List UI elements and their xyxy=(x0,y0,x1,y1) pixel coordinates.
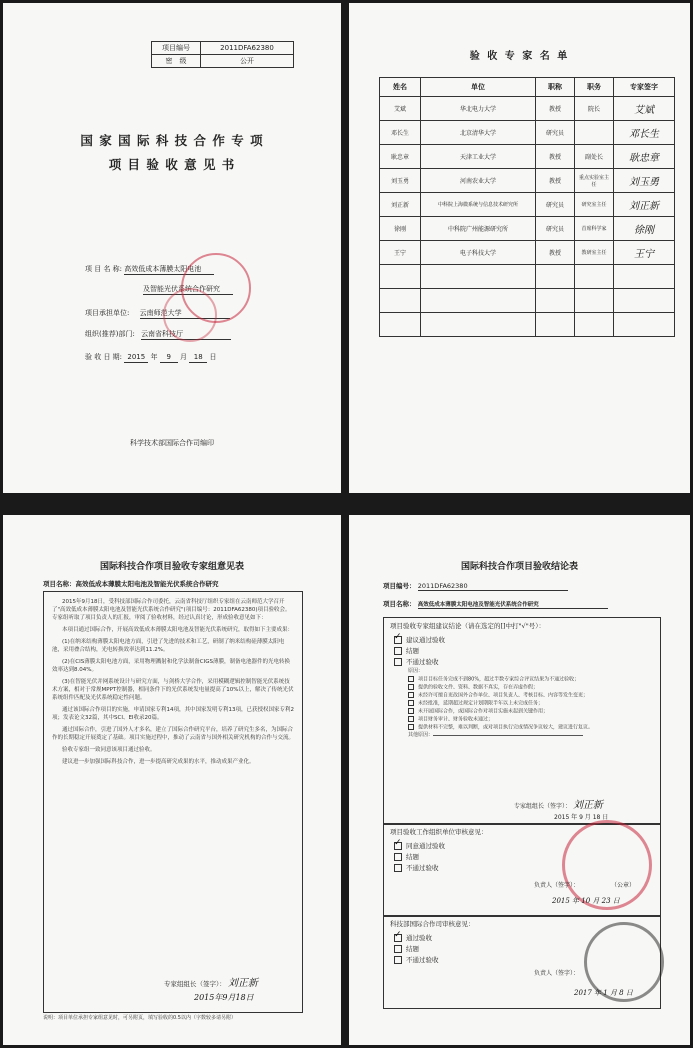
opinion-box xyxy=(43,591,303,1013)
reason-text: 提供的验收文件、资料、数据不真实，存在弄虚作假； xyxy=(418,684,539,690)
opinion-sign-date: 2015年9月18日 xyxy=(194,993,254,1002)
opinion-paragraph: 本项目通过国际合作，开展高效低成本薄膜太阳电池及智能光伏系统研究，取得如下主要成果： xyxy=(62,627,294,633)
date-year: 2015 xyxy=(124,353,148,363)
cell-unit: 天津工业大学 xyxy=(421,145,536,169)
signature: 邓长生 xyxy=(629,129,659,140)
s3-date: 2017 年 1 月 8 日 xyxy=(574,989,633,997)
reason-item xyxy=(408,692,660,700)
col-header: 职务 xyxy=(575,78,614,97)
cell-role: 首席科学家 xyxy=(575,217,614,241)
table-row xyxy=(380,121,675,145)
col-header: 姓名 xyxy=(380,78,421,97)
cell-title: 教授 xyxy=(536,145,575,169)
table-header-row xyxy=(380,78,675,97)
signature: 刘玉勇 xyxy=(629,177,659,188)
s1-date: 2015 年 9 月 18 日 xyxy=(554,814,609,821)
option-row xyxy=(394,657,660,668)
date-d-label: 日 xyxy=(209,353,217,361)
reason-label: 原因： xyxy=(408,668,424,674)
reason-text: 未经许可擅自更改国外合作单位、项目负责人、考核目标、内容等发生变更； xyxy=(418,692,589,698)
signature: 耿忠章 xyxy=(629,153,659,164)
date-y-label: 年 xyxy=(150,353,158,361)
table-row xyxy=(380,97,675,121)
reason-text: 项目财务审计、财务验收未通过； xyxy=(418,716,494,722)
table-row-empty xyxy=(380,265,675,289)
option-row xyxy=(394,635,660,646)
reason-text: 未开展国际合作，或国际合作对项目实施未起到关键作用； xyxy=(418,708,549,714)
checkbox[interactable] xyxy=(394,864,402,872)
cell-unit: 河南农业大学 xyxy=(421,169,536,193)
project-name-value-2: 及智能光伏系统合作研究 xyxy=(143,285,233,295)
checkbox[interactable] xyxy=(408,684,414,690)
option-label: 不通过验收 xyxy=(406,864,439,872)
expert-list-page xyxy=(349,3,690,493)
meta-value: 公开 xyxy=(201,55,294,68)
expert-list-title: 验 收 专 家 名 单 xyxy=(469,51,570,62)
cell-role: 院长 xyxy=(575,97,614,121)
s1-sign-row xyxy=(514,796,603,811)
opinion-note: 说明：项目单位承担专家组意见时，可另附页，填写验收的0.5以内（字数较多请另附） xyxy=(43,1015,236,1021)
table-row xyxy=(380,169,675,193)
signature: 徐刚 xyxy=(634,225,654,236)
checkbox[interactable] xyxy=(408,724,414,730)
opinion-paragraph: (3)在智能光伏并网系统设计与研究方面，与剑桥大学合作，采用模糊逻辑控制智能光伏系统技术方案，相对于常规MPPT控制器，相同条件下的光伏系统发电量提高了10%以上，解决了传统光伏系统组件匹配及光伏系统稳定性问题。 xyxy=(52,679,294,701)
s2-date: 2015 年 10 月 23 日 xyxy=(552,897,620,905)
section-org-review xyxy=(383,823,661,917)
section-mofcom-review xyxy=(383,915,661,1009)
rec-value: 云南省科技厅 xyxy=(141,330,231,340)
section2-title: 项目验收工作组织单位审核意见： xyxy=(390,828,488,836)
cell-title: 研究员 xyxy=(536,193,575,217)
name-label: 项目名称： xyxy=(383,600,416,608)
opinion-paragraph: (1)在纳米结构薄膜太阳电池方面，引进了先进的技术和工艺，研制了纳米结构硅薄膜太阳电池，采用叠合结构，光电转换效率达到11.2%。 xyxy=(52,639,285,653)
cell-name: 艾斌 xyxy=(380,97,421,121)
signature: 刘正新 xyxy=(629,201,659,212)
s3-sign-label: 负责人（签字）： xyxy=(534,970,580,977)
checkbox[interactable] xyxy=(408,716,414,722)
cell-unit: 北京清华大学 xyxy=(421,121,536,145)
code-value: 2011DFA62380 xyxy=(418,582,568,591)
table-row xyxy=(380,193,675,217)
meta-value: 2011DFA62380 xyxy=(201,42,294,55)
cover-footer: 科学技术部国际合作司编印 xyxy=(130,439,214,447)
cover-page xyxy=(3,3,341,493)
table-row xyxy=(380,217,675,241)
signature: 王宁 xyxy=(634,249,654,260)
section-expert-conclusion xyxy=(383,617,661,825)
cell-title: 教授 xyxy=(536,169,575,193)
org-value: 云南师范大学 xyxy=(140,309,230,319)
checkbox[interactable] xyxy=(394,853,402,861)
opinion-paragraph: 通过国际合作，引进了国外人才多名，建立了国际合作研究平台，培养了研究生多名，为国际合作的长期稳定开展奠定了基础。项目实施过程中，推动了云南省与国外相关研究机构的合作与交流。 xyxy=(52,727,295,741)
other-label: 其他原因： xyxy=(408,731,434,738)
cell-role: 研究室主任 xyxy=(575,193,614,217)
reason-text: 未经批准，延期超过规定计划期限半年以上未完成任务； xyxy=(418,700,544,706)
checkbox[interactable] xyxy=(394,945,402,953)
col-header: 职称 xyxy=(536,78,575,97)
table-row xyxy=(380,241,675,265)
opinion-paragraph: 2015年9月18日，受科技部国际合作司委托，云南省科技厅组织专家组在云南师范大学召开了"高效低成本薄膜太阳电池及智能光伏系统合作研究"(项目编号：2011DFA62380)项目验收会。专家组听取了项目负责人的汇报，审阅了验收材料，经过认真讨论，形成验收意见如下： xyxy=(52,599,291,621)
name-row xyxy=(383,599,608,609)
opinion-sign-row xyxy=(164,974,258,989)
reason-item xyxy=(408,724,660,732)
name-value: 高效低成本薄膜太阳电池及智能光伏系统合作研究 xyxy=(418,600,608,609)
section1-options xyxy=(384,635,660,668)
other-reason xyxy=(408,732,660,740)
opinion-title: 国际科技合作项目验收专家组意见表 xyxy=(99,562,244,572)
opinion-paragraph: 验收专家组一致同意该项目通过验收。 xyxy=(62,747,156,753)
cell-role: 重点实验室主任 xyxy=(575,169,614,193)
signature: 刘正新 xyxy=(227,978,258,989)
code-row xyxy=(383,581,568,591)
cell-unit: 华北电力大学 xyxy=(421,97,536,121)
opinion-paragraph: 通过该国际合作项目的实施，申请国家专利14项，其中国家发明专利13项，已获授权国家专利2项；发表论文32篇，其中SCI、EI收录20篇。 xyxy=(52,707,294,721)
col-header: 专家签字 xyxy=(614,78,675,97)
reason-item xyxy=(408,676,660,684)
reason-item xyxy=(408,684,660,692)
cell-name: 邓长生 xyxy=(380,121,421,145)
table-row xyxy=(380,145,675,169)
cell-title: 研究员 xyxy=(536,121,575,145)
cell-title: 研究员 xyxy=(536,217,575,241)
org-label: 项目承担单位: xyxy=(85,309,130,317)
opinion-body xyxy=(44,592,302,776)
signature: 艾斌 xyxy=(634,105,654,116)
meta-label: 密 级 xyxy=(152,55,201,68)
reasons-block xyxy=(384,668,660,739)
cell-title: 教授 xyxy=(536,241,575,265)
date-m-label: 月 xyxy=(179,353,187,361)
reason-text: 提供材料不完整，难以判断，或对项目执行完成情况争议较大，建议进行复议。 xyxy=(418,724,594,730)
cell-role xyxy=(575,121,614,145)
reason-text: 项目目标任务完成不到80%，超过半数专家综合评议结果为不通过验收； xyxy=(418,676,580,682)
cell-name: 徐刚 xyxy=(380,217,421,241)
cell-role: 副处长 xyxy=(575,145,614,169)
date-label: 验 收 日 期: xyxy=(85,353,123,361)
section1-title: 项目验收专家组建议结论（请在选定的[]中打"√"号）： xyxy=(390,622,545,630)
expert-opinion-page xyxy=(3,515,341,1045)
checkbox[interactable] xyxy=(394,647,402,655)
checkbox[interactable] xyxy=(394,842,402,850)
signature: 刘正新 xyxy=(572,800,603,811)
meta-table xyxy=(151,41,294,68)
opinion-paragraph: (2)在CIS薄膜太阳电池方面，采用物理溅射和化学法制备CIGS薄膜，制备电池器件的光电转换效率达到8.04%。 xyxy=(52,659,290,673)
option-label: 结题 xyxy=(406,853,419,861)
col-header: 单位 xyxy=(421,78,536,97)
date-row xyxy=(85,353,216,363)
checkbox[interactable] xyxy=(394,934,402,942)
date-month: 9 xyxy=(160,353,178,363)
opinion-paragraph: 建议进一步加强国际科技合作，进一步提高研究成果的水平，推动成果产业化。 xyxy=(62,759,255,765)
checkbox[interactable] xyxy=(394,658,402,666)
option-label: 结题 xyxy=(406,945,419,953)
checkbox[interactable] xyxy=(408,700,414,706)
cover-title-line1: 国 家 国 际 科 技 合 作 专 项 xyxy=(80,133,264,148)
reason-item xyxy=(408,708,660,716)
project-name-value-1: 高效低成本薄膜太阳电池 xyxy=(124,265,214,275)
code-label: 项目编号： xyxy=(383,582,416,590)
option-label: 建议通过验收 xyxy=(406,636,445,644)
conclusion-page xyxy=(349,515,690,1045)
cell-title: 教授 xyxy=(536,97,575,121)
sign-label: 专家组组长（签字）： xyxy=(164,980,226,988)
checkbox[interactable] xyxy=(408,708,414,714)
reason-item xyxy=(408,716,660,724)
conclusion-title: 国际科技合作项目验收结论表 xyxy=(460,562,578,572)
cell-unit: 电子科技大学 xyxy=(421,241,536,265)
meta-label: 项目编号 xyxy=(152,42,201,55)
checkbox[interactable] xyxy=(408,692,414,698)
reason-item xyxy=(408,700,660,708)
table-row-empty xyxy=(380,313,675,337)
rec-label: 组织(推荐)部门: xyxy=(85,330,135,338)
checkbox[interactable] xyxy=(394,956,402,964)
cell-name: 耿忠章 xyxy=(380,145,421,169)
red-seal xyxy=(163,288,217,342)
section3-title: 科技部国际合作司审核意见： xyxy=(390,920,475,928)
cell-unit: 中科院上海微系统与信息技术研究所 xyxy=(421,193,536,217)
sign-label: 专家组组长（签字）： xyxy=(514,803,572,810)
cell-unit: 中科院广州能源研究所 xyxy=(421,217,536,241)
option-label: 不通过验收 xyxy=(406,956,439,964)
sign-label: 负责人（签字）： xyxy=(534,882,580,889)
cover-title-line2: 项 目 验 收 意 见 书 xyxy=(108,157,236,172)
cell-name: 王宁 xyxy=(380,241,421,265)
option-label: 同意通过验收 xyxy=(406,842,445,850)
option-label: 通过验收 xyxy=(406,934,432,942)
checkbox[interactable] xyxy=(394,636,402,644)
opinion-project-label: 项目名称：高效低成本薄膜太阳电池及智能光伏系统合作研究 xyxy=(43,580,219,588)
cell-name: 刘玉勇 xyxy=(380,169,421,193)
cell-name: 刘正新 xyxy=(380,193,421,217)
table-row-empty xyxy=(380,289,675,313)
checkbox[interactable] xyxy=(408,676,414,682)
cell-role: 教研室主任 xyxy=(575,241,614,265)
project-name-label: 项 目 名 称: xyxy=(85,265,123,273)
option-label: 结题 xyxy=(406,647,419,655)
date-day: 18 xyxy=(189,353,207,363)
expert-table xyxy=(379,77,675,337)
option-row xyxy=(394,646,660,657)
option-label: 不通过验收 xyxy=(406,658,439,666)
seal-label: （公章） xyxy=(610,882,635,889)
s2-sign-row xyxy=(534,880,635,889)
